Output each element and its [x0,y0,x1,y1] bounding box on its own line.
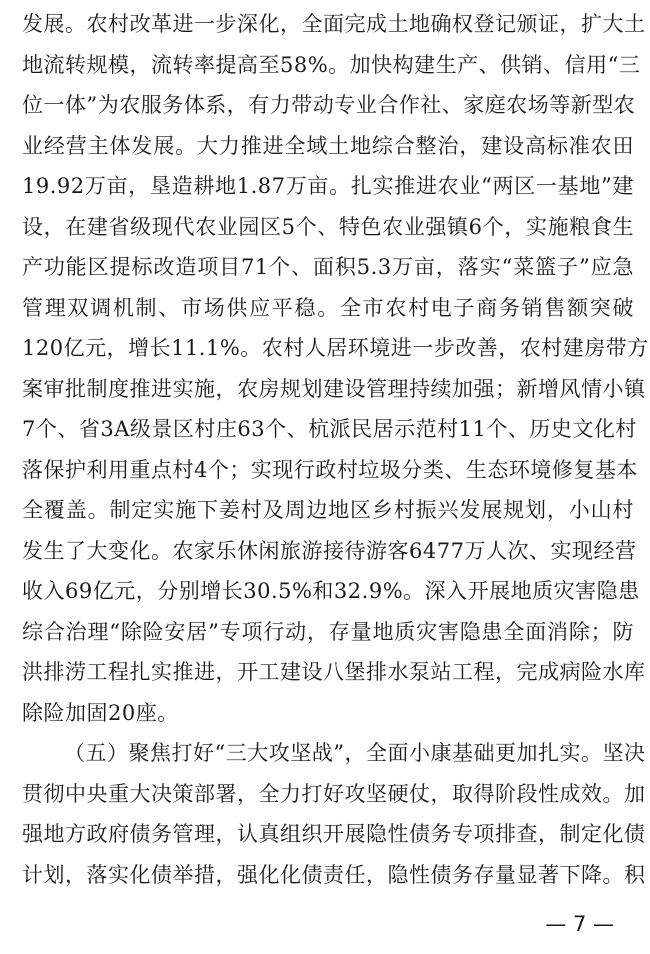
body-text [22,4,649,895]
text-line: 19.92万亩，垦造耕地1.87万亩。扎实推进农业“两区一基地”建 [22,174,634,198]
paragraph-end-line: 除险加固20座。 [22,700,179,725]
text-line: 综合治理“除险安居”专项行动，存量地质灾害隐患全面消除；防 [22,619,634,644]
text-line: 贯彻中央重大决策部署，全力打好攻坚硬仗，取得阶段性成效。加 [22,781,646,806]
text-line: 120亿元，增长11.1%。农村人居环境进一步改善，农村建房带方 [22,336,649,360]
text-line: 发生了大变化。农家乐休闲旅游接待游客6477万人次、实现经营 [22,538,637,563]
page-number: — 7 — [545,912,614,936]
text-line: 全覆盖。制定实施下姜村及周边地区乡村振兴发展规划，小山村 [22,498,634,522]
text-line: 计划，落实化债举措，强化化债责任，隐性债务存量显著下降。积 [22,862,646,887]
text-line: 业经营主体发展。大力推进全域土地综合整治，建设高标准农田 [22,133,634,158]
text-line: 收入69亿元，分别增长30.5%和32.9%。深入开展地质灾害隐患 [22,579,640,603]
text-line: 强地方政府债务管理，认真组织开展隐性债务专项排查，制定化债 [22,822,646,846]
text-line: 落保护利用重点村4个；实现行政村垃圾分类、生态环境修复基本 [22,457,638,482]
text-line: 发展。农村改革进一步深化，全面完成土地确权登记颁证，扩大土 [22,12,646,36]
text-line: 位一体”为农服务体系，有力带动专业合作社、家庭农场等新型农 [22,93,636,117]
text-line: 洪排涝工程扎实推进，开工建设八堡排水泵站工程，完成病险水库 [22,660,646,684]
text-line: 案审批制度推进实施，农房规划建设管理持续加强；新增风情小镇 [22,376,646,401]
text-line: 7个、省3A级景区村庄63个、杭派民居示范村11个、历史文化村 [22,417,637,441]
text-line: 地流转规模，流转率提高至58%。加快构建生产、供销、信用“三 [22,52,641,77]
text-line: 设，在建省级现代农业园区5个、特色农业强镇6个，实施粮食生 [22,214,634,239]
text-line: 管理双调机制、市场供应平稳。全市农村电子商务销售额突破 [22,295,634,320]
section-heading-line: （五）聚焦打好“三大攻坚战”，全面小康基础更加扎实。坚决 [64,741,646,765]
text-line: 产功能区提标改造项目71个、面积5.3万亩，落实“菜篮子”应急 [22,255,634,279]
